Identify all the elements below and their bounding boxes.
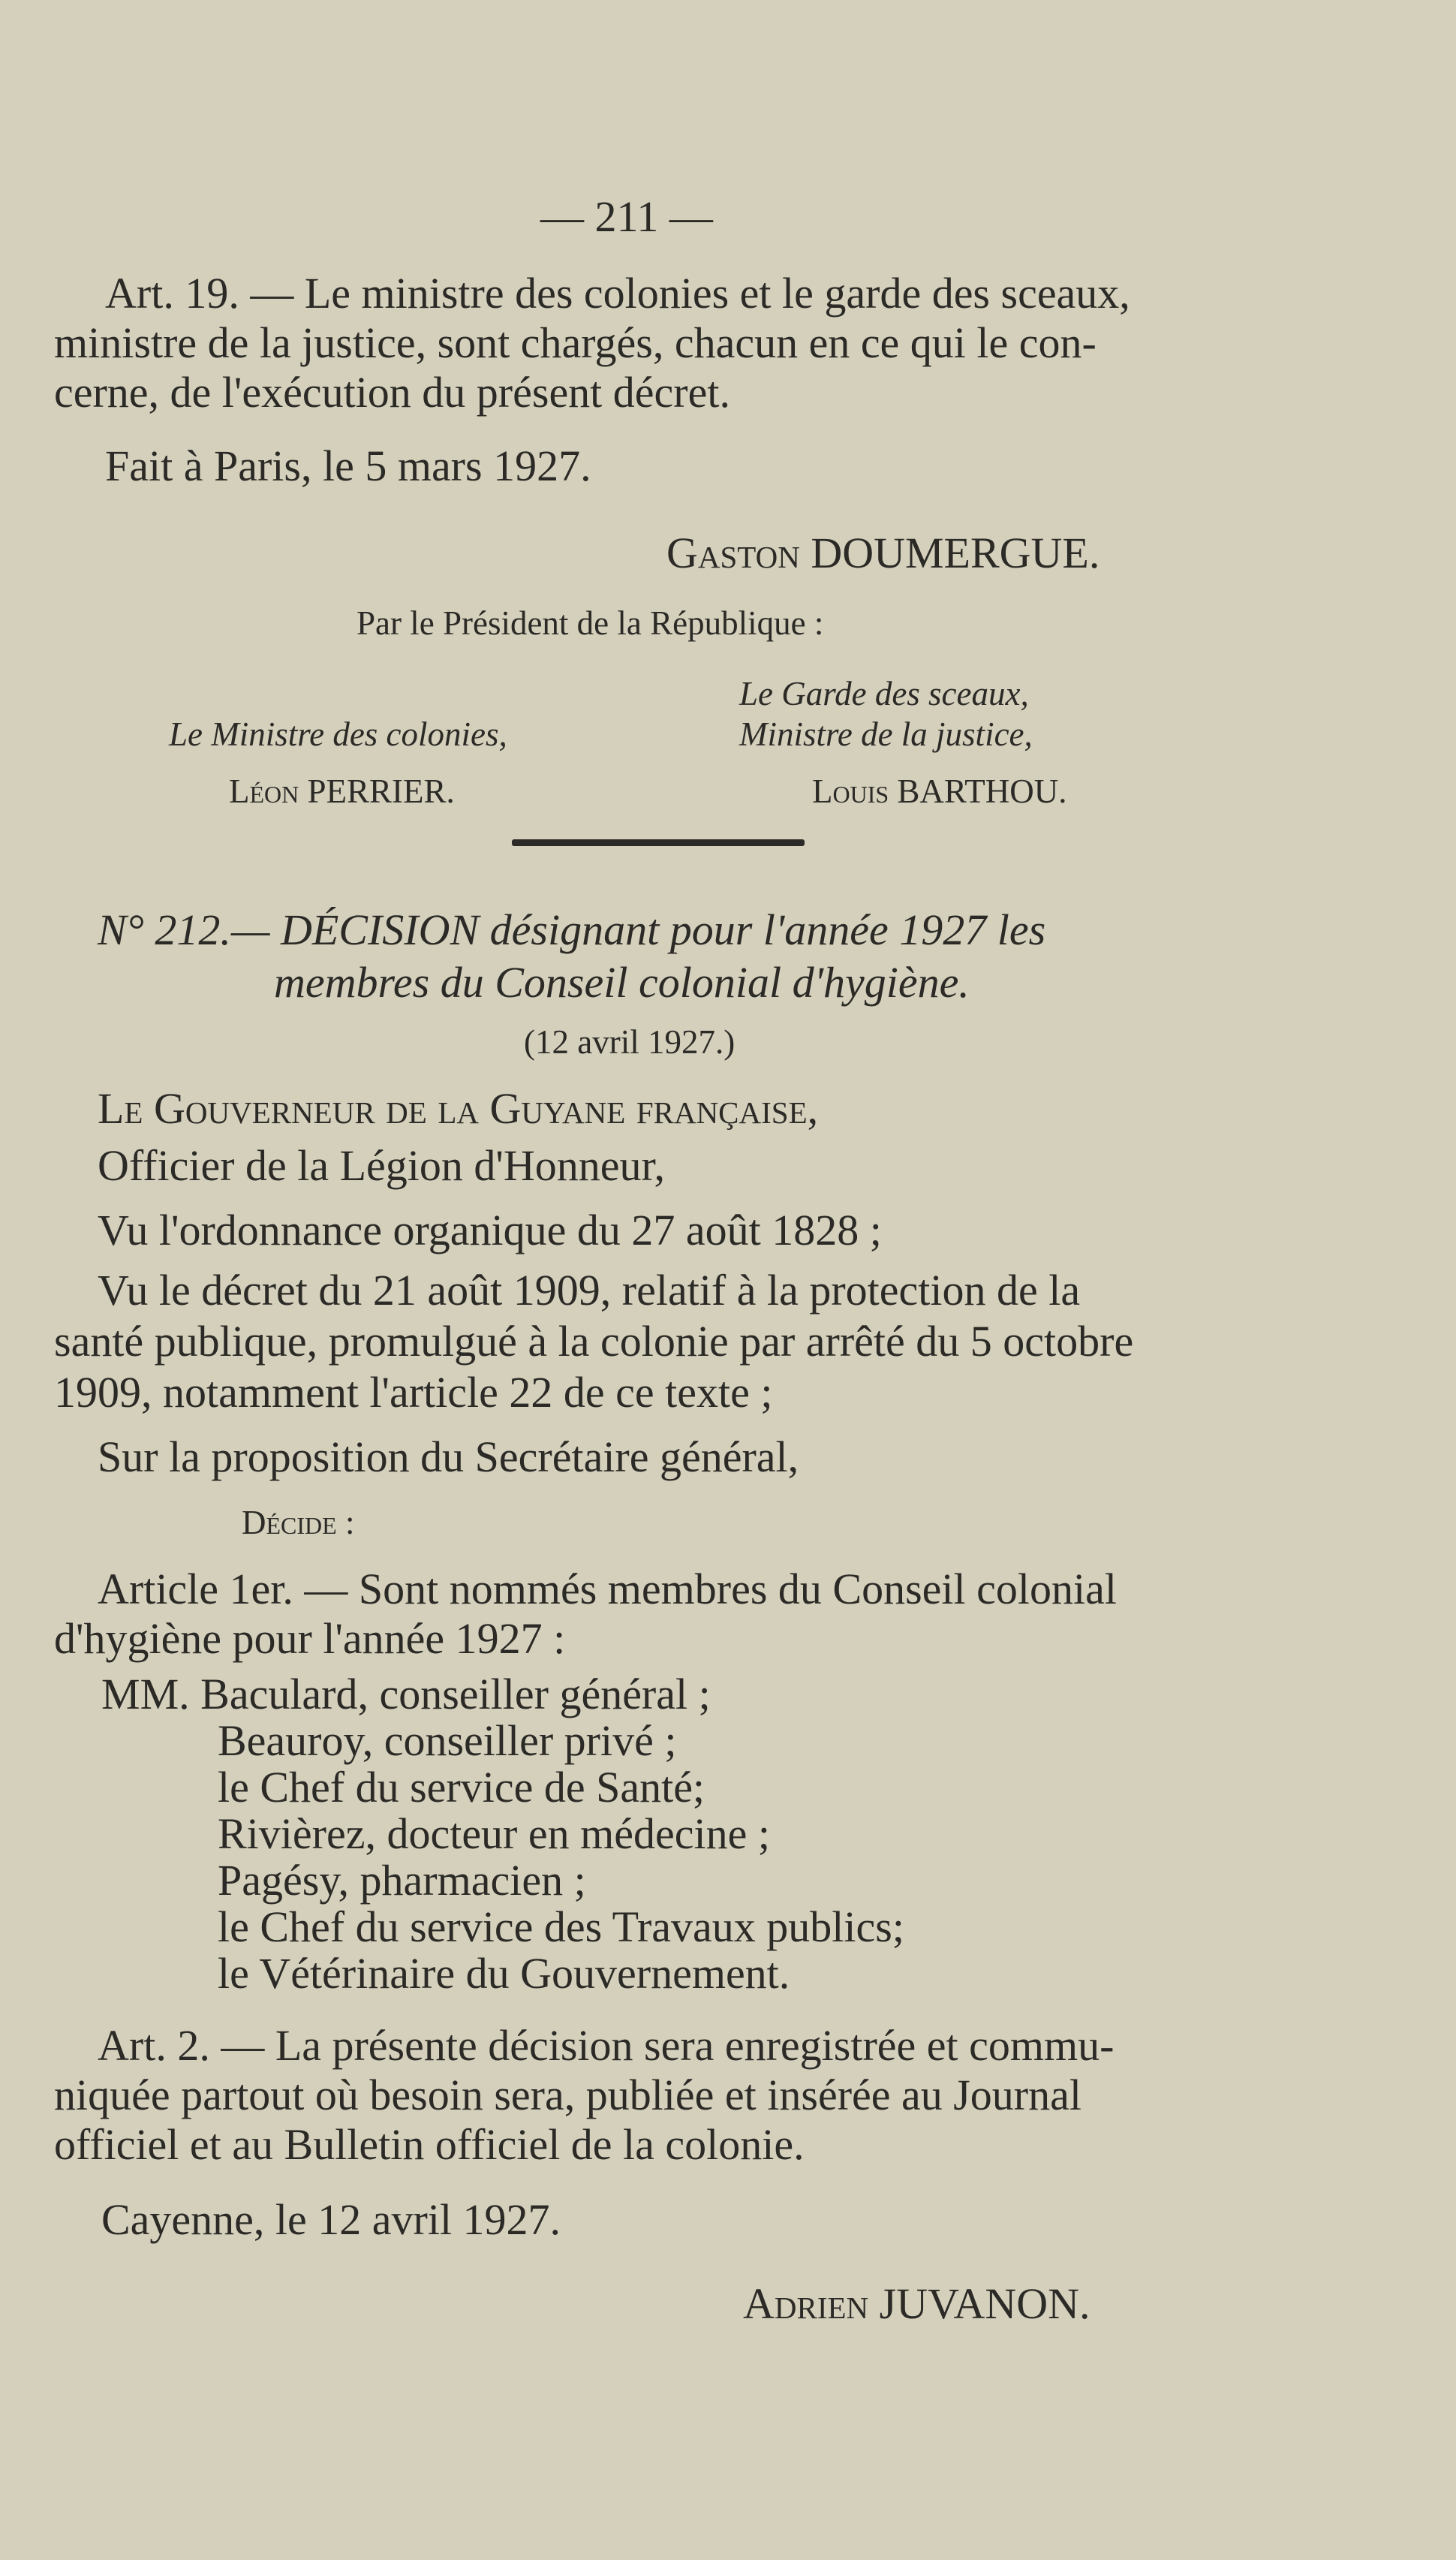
member-rivierez: Rivièrez, docteur en médecine ; bbox=[218, 1809, 770, 1858]
signature-barthou: Louis BARTHOU. bbox=[812, 773, 1067, 810]
art19-line-2: ministre de la justice, sont chargés, chacun en ce qui le con- bbox=[54, 318, 1097, 367]
decision-heading-line-2: membres du Conseil colonial d'hygiène. bbox=[274, 958, 970, 1007]
sur-la-proposition: Sur la proposition du Secrétaire général, bbox=[98, 1432, 799, 1481]
member-baculard: MM. Baculard, conseiller général ; bbox=[101, 1670, 711, 1718]
art19-line-1: Art. 19. — Le ministre des colonies et le garde des sceaux, bbox=[105, 269, 1130, 318]
vu-decret-line-2: santé publique, promulgué à la colonie par arrêté du 5 octobre bbox=[54, 1317, 1134, 1366]
page-number: — 211 — bbox=[540, 192, 713, 241]
art2-line-3: officiel et au Bulletin officiel de la colonie. bbox=[54, 2120, 805, 2169]
member-beauroy: Beauroy, conseiller privé ; bbox=[218, 1716, 677, 1765]
officier-line: Officier de la Légion d'Honneur, bbox=[98, 1141, 665, 1190]
signature-juvanon: Adrien JUVANON. bbox=[743, 2279, 1090, 2328]
art19-line-3: cerne, de l'exécution du présent décret. bbox=[54, 368, 730, 417]
article-1-line-2: d'hygiène pour l'année 1927 : bbox=[54, 1614, 566, 1663]
fait-a-paris: Fait à Paris, le 5 mars 1927. bbox=[105, 441, 591, 490]
vu-decret-line-1: Vu le décret du 21 août 1909, relatif à la protection de la bbox=[98, 1266, 1081, 1315]
section-divider bbox=[512, 839, 805, 846]
member-veterinaire: le Vétérinaire du Gouvernement. bbox=[218, 1949, 790, 1998]
vu-decret-line-3: 1909, notamment l'article 22 de ce texte ; bbox=[54, 1368, 773, 1417]
ministre-colonies-title: Le Ministre des colonies, bbox=[169, 715, 507, 753]
member-pagesy: Pagésy, pharmacien ; bbox=[218, 1856, 586, 1905]
ministre-justice-title: Ministre de la justice, bbox=[739, 715, 1033, 753]
member-chef-sante: le Chef du service de Santé; bbox=[218, 1763, 705, 1812]
par-le-president: Par le Président de la République : bbox=[356, 604, 824, 642]
gouverneur-line: Le Gouverneur de la Guyane française, bbox=[98, 1084, 819, 1133]
art2-line-1: Art. 2. — La présente décision sera enregistrée et commu- bbox=[98, 2021, 1115, 2070]
decision-heading-line-1: N° 212.— DÉCISION désignant pour l'année 1927 les bbox=[98, 905, 1046, 954]
cayenne-date: Cayenne, le 12 avril 1927. bbox=[101, 2195, 561, 2244]
decide: Décide : bbox=[242, 1504, 355, 1541]
vu-ordonnance: Vu l'ordonnance organique du 27 août 1828 ; bbox=[98, 1206, 882, 1254]
article-1-line-1: Article 1er. — Sont nommés membres du Conseil colonial bbox=[98, 1565, 1117, 1613]
signature-perrier: Léon PERRIER. bbox=[229, 773, 455, 810]
art2-line-2: niquée partout où besoin sera, publiée et insérée au Journal bbox=[54, 2071, 1081, 2119]
signature-doumergue: Gaston DOUMERGUE. bbox=[666, 529, 1100, 577]
member-chef-travaux: le Chef du service des Travaux publics; bbox=[218, 1902, 904, 1951]
decision-date: (12 avril 1927.) bbox=[524, 1023, 736, 1061]
garde-des-sceaux-title: Le Garde des sceaux, bbox=[739, 675, 1029, 712]
